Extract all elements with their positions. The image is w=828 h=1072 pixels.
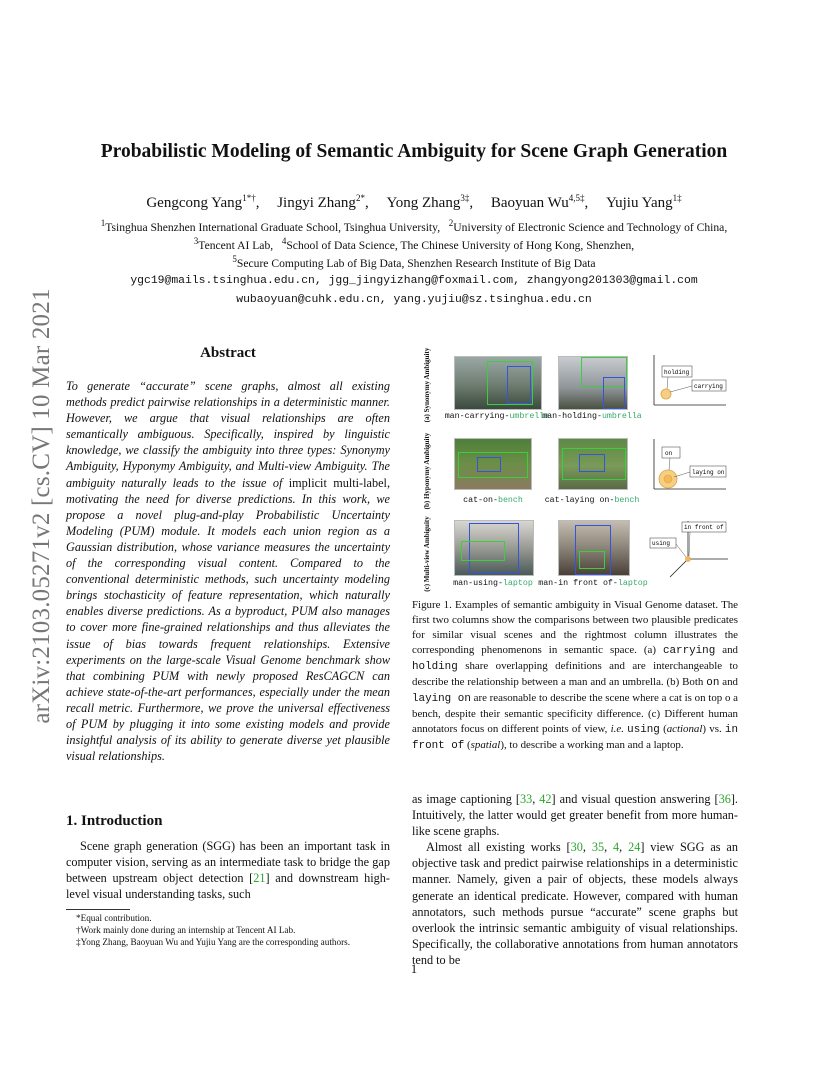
- author: Jingyi Zhang$^{2*}$,: [277, 193, 369, 211]
- intro-body-continued: as image captioning [33, 42] and visual question answering [36]. Intuitively, the latter would get greater benefit from more human-like scene graphs. Almost all existing works [30, 35, 4, 24] view SGG as an objective task and predict pairwise relationships in a deterministic manner. Namely, given a pair of objects, these models always generate an identical predicate. However, compared with human annotators, such methods pursue “accurate” scene graphs but overlook the intrinsic semantic ambiguity of visual relationships. Specifically, the collaborative annotations from human annotators tend to be: [412, 792, 738, 967]
- photo-thumbnail: [558, 520, 630, 576]
- semantic-space-diagram: [648, 437, 728, 495]
- arxiv-stamp: [12, 286, 72, 726]
- row-label: (b) Hyponymy Ambiguity: [423, 432, 431, 510]
- citation-link[interactable]: 42: [539, 792, 552, 806]
- semantic-label: using: [652, 540, 671, 547]
- affiliation-line: $^1$Tsinghua Shenzhen International Graduate School, Tsinghua University, $^2$University of Electronic Science and Technology of China,: [100, 218, 728, 234]
- citation-link[interactable]: 35: [591, 840, 605, 855]
- semantic-space-diagram: [648, 353, 728, 411]
- semantic-label: carrying: [694, 383, 723, 390]
- author: Baoyuan $Wu^{4,5\ddagger}$,: [490, 193, 589, 211]
- author: Yong Zhang$^{3\ddagger}$,: [386, 193, 474, 211]
- page-number: 1: [410, 962, 418, 976]
- email-line: wubaoyuan@cuhk.edu.cn, yang.yujiu@sz.tsinghua.edu.cn: [236, 294, 592, 306]
- intro-body: Scene graph generation (SGG) has been an important task in computer vision, serving as an intermediate task to bridge the gap between upstream object detection [21] and downstream high-level visual understanding tasks, such: [66, 839, 390, 902]
- footnote: *Equal contribution.: [76, 913, 152, 923]
- semantic-label: in front of: [684, 524, 724, 531]
- figure-caption-label: man-using-laptop: [453, 579, 533, 588]
- citation-link[interactable]: 4: [613, 840, 620, 855]
- footnote: ‡Yong Zhang, Baoyuan Wu and Yujiu Yang are the corresponding authors.: [76, 937, 351, 947]
- author-list: [0, 193, 828, 212]
- author: Yujiu Yang$^{1\ddagger}$: [605, 193, 682, 211]
- figure-caption-label: cat-on-bench: [463, 496, 523, 505]
- figure-1: [420, 345, 742, 593]
- photo-thumbnail: [454, 356, 542, 410]
- figure-caption-label: man-holding-umbrella: [542, 412, 642, 421]
- footnote-rule: [66, 909, 130, 910]
- author: Gengcong Yang$^{1*\dagger}$,: [146, 193, 260, 211]
- affiliation-line: $^3$Tencent AI Lab, $^4$School of Data Science, The Chinese University of Hong Kong, Shenzhen,: [193, 236, 635, 252]
- semantic-label: laying on: [692, 469, 725, 476]
- section-heading: 1. Introduction: [66, 813, 163, 829]
- figure-caption-label: cat-laying on-bench: [544, 496, 640, 505]
- semantic-label: on: [665, 450, 673, 457]
- citation-link[interactable]: 33: [519, 792, 533, 806]
- affiliation-line: $^5$Secure Computing Lab of Big Data, Shenzhen Research Institute of Big Data: [232, 254, 596, 270]
- abstract-heading: Abstract: [200, 345, 256, 361]
- row-label: (a) Synonymy Ambiguity: [423, 347, 431, 423]
- citation-link[interactable]: 30: [570, 840, 583, 855]
- citation-link[interactable]: 24: [628, 840, 641, 855]
- email-line: ygc19@mails.tsinghua.edu.cn, jgg_jingyizhang@foxmail.com, zhangyong201303@gmail.com: [130, 275, 698, 287]
- semantic-label: holding: [664, 369, 690, 376]
- photo-thumbnail: [454, 438, 532, 490]
- paper-title: Probabilistic Modeling of Semantic Ambiguity for Scene Graph Generation: [100, 141, 728, 162]
- figure-caption-label: man-carrying-umbrella: [444, 412, 550, 421]
- photo-thumbnail: [454, 520, 534, 576]
- photo-thumbnail: [558, 356, 628, 410]
- abstract-body: To generate “accurate” scene graphs, almost all existing methods predict pairwise relationships in a deterministic manner. However, we argue that visual relationships are often semantically ambiguous. Specifically, inspired by linguistic knowledge, we classify the ambiguity into three types: Synonymy Ambiguity, Hyponymy Ambiguity, and Multi-view Ambiguity. The ambiguity naturally leads to the issue of implicit multi-label, motivating the need for diverse predictions. In this work, we propose a novel plug-and-play Probabilistic Uncertainty Modeling (PUM) module. It models each union region as a Gaussian distribution, whose variance measures the uncertainty of the corresponding visual content. Compared to the conventional deterministic methods, such uncertainty modeling brings stochasticity of feature representation, which naturally enables diverse predictions. As a byproduct, PUM also manages to cover more fine-grained relationships and thus alleviates the issue of bias towards frequent relationships. Extensive experiments on the large-scale Visual Genome benchmark show that combining PUM with newly proposed ResCAGCN can achieve state-of-the-art performances, especially under the mean recall metric. Furthermore, we prove the universal effectiveness of PUM by plugging it into some existing models and provide insightful analysis of its ability to generate diverse yet plausible visual relationships.: [66, 379, 391, 764]
- footnotes: [66, 912, 390, 948]
- figure-caption-label: man-in front of-laptop: [538, 579, 648, 588]
- citation-link[interactable]: 21: [253, 871, 266, 886]
- row-label: (c) Multi-view Ambiguity: [423, 516, 431, 592]
- arxiv-id: arXiv:2103.05271v2 [cs.CV] 10 Mar 2021: [28, 288, 55, 724]
- figure-caption: Figure 1. Examples of semantic ambiguity in Visual Genome dataset. The first two columns show the comparisons between two plausible predicates for similar visual scenes and the rightmost column illustrates the corresponding phenomenons in semantic space. (a) carrying and holding share overlapping definitions and are interchangeable to describe the relationship between a man and an umbrella. (b) Both on and laying on are reasonable to describe the scene where a cat is on top o a bench, despite their semantic specificity difference. (c) Different human annotators focus on different points of view, i.e. using (actional) vs. in front of (spatial), to describe a working man and a laptop.: [412, 599, 739, 752]
- photo-thumbnail: [558, 438, 628, 490]
- citation-link[interactable]: 36: [718, 792, 731, 806]
- footnote: †Work mainly done during an internship at Tencent AI Lab.: [76, 925, 296, 935]
- semantic-space-diagram: [648, 519, 730, 581]
